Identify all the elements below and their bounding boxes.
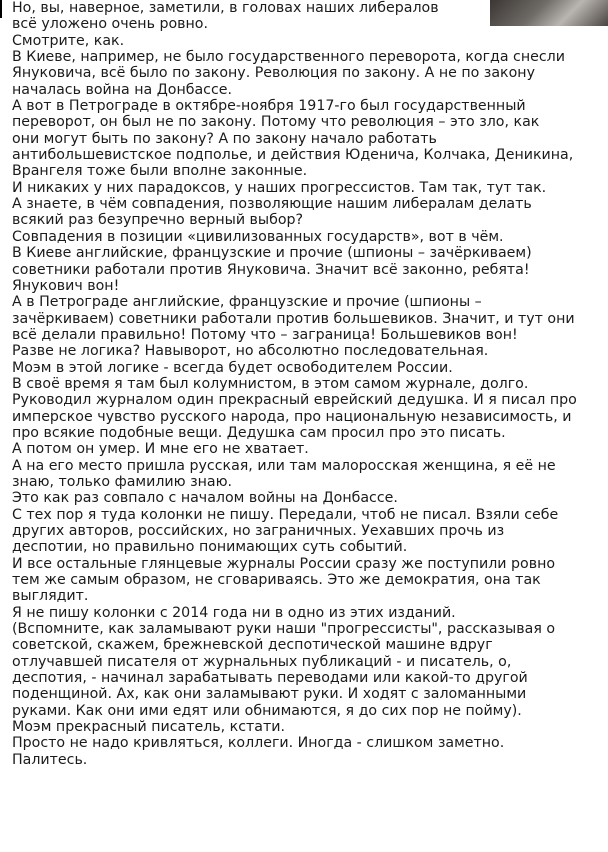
article-line: руками. Как они ими едят или обнимаются, я до сих пор не пойму). (12, 702, 522, 719)
article-line: А в Петрограде английские, французские и прочие (шпионы – (12, 294, 482, 311)
article-line: антибольшевистское подполье, и действия Юденича, Колчака, Деникина, (12, 147, 574, 164)
article-line: началась война на Донбассе. (12, 81, 233, 98)
article-line: знаю, только фамилию знаю. (12, 473, 233, 490)
article-line: советской, скажем, брежневской деспотической машине вдруг (12, 637, 493, 654)
article-line: Смотрите, как. (12, 32, 125, 49)
article-line: советники работали против Януковича. Значит всё законно, ребята! (12, 261, 530, 278)
article-line: деспотия, - начинал зарабатывать переводами или какой-то другой (12, 670, 528, 687)
article-line: Но, вы, наверное, заметили, в головах наших либералов (12, 0, 439, 16)
article-line: всё делали правильно! Потому что – заграница! Большевиков вон! (12, 326, 518, 343)
article-line: С тех пор я туда колонки не пишу. Передали, чтоб не писал. Взяли себе (12, 506, 559, 523)
article-line: про всякие подобные вещи. Дедушка сам просил про это писать. (12, 424, 506, 441)
article-line: всё уложено очень ровно. (12, 16, 208, 33)
article-line: Руководил журналом один прекрасный еврейский дедушка. И я писал про (12, 392, 577, 409)
article-line: (Вспомните, как заламывают руки наши "прогрессисты", рассказывая о (12, 621, 556, 638)
article-line: отлучавшей писателя от журнальных публикаций - и писатель, о, (12, 653, 512, 670)
article-line: выглядит. (12, 588, 89, 605)
article-line: И никаких у них парадоксов, у наших прогрессистов. Там так, тут так. (12, 179, 547, 196)
article-line: В своё время я там был колумнистом, в этом самом журнале, долго. (12, 375, 529, 392)
article-line: они могут быть по закону? А по закону начало работать (12, 130, 437, 147)
article-line: Моэм прекрасный писатель, кстати. (12, 719, 285, 736)
article-line: переворот, он был не по закону. Потому что революция – это зло, как (12, 114, 540, 131)
article-line: поденщиной. Ах, как они заламывают руки. И ходят с заломанными (12, 686, 527, 703)
article-line: Моэм в этой логике - всегда будет освободителем России. (12, 359, 453, 376)
article-line: Это как раз совпало с началом войны на Донбассе. (12, 490, 398, 507)
article-line: деспотии, но правильно понимающих суть событий. (12, 539, 408, 556)
article-line: Я не пишу колонки с 2014 года ни в одно из этих изданий. (12, 604, 456, 621)
article-line: Янукович вон! (12, 277, 120, 294)
article-line: А потом он умер. И мне его не хватает. (12, 441, 309, 458)
article-line: имперское чувство русского народа, про национальную независимость, и (12, 408, 572, 425)
article-line: И все остальные глянцевые журналы России сразу же поступили ровно (12, 555, 556, 572)
article-text (12, 0, 608, 768)
article-line: Разве не логика? Навыворот, но абсолютно последовательная. (12, 343, 489, 360)
article-line: В Киеве английские, французские и прочие (шпионы – зачёркиваем) (12, 245, 532, 262)
article-line: А вот в Петрограде в октябре-ноября 1917-го был государственный (12, 98, 526, 115)
article-line: Палитесь. (12, 751, 88, 768)
article-line: Врангеля тоже были вполне законные. (12, 163, 308, 180)
article-line: зачёркиваем) советники работали против большевиков. Значит, и тут они (12, 310, 575, 327)
article-line: А знаете, в чём совпадения, позволяющие нашим либералам делать (12, 196, 532, 213)
article-line: Януковича, всё было по закону. Революция по закону. А не по закону (12, 65, 535, 82)
article-line: А на его место пришла русская, или там малоросская женщина, я её не (12, 457, 556, 474)
article-line: Просто не надо кривляться, коллеги. Иногда - слишком заметно. (12, 735, 505, 752)
article-line: тем же самым образом, не сговариваясь. Это же демократия, она так (12, 572, 541, 589)
article-line: других авторов, российских, но заграничных. Уехавших прочь из (12, 523, 505, 539)
article-line: В Киеве, например, не было государственного переворота, когда снесли (12, 49, 565, 66)
article-line: Совпадения в позиции «цивилизованных государств», вот в чём. (12, 228, 504, 245)
left-edge-marker (0, 0, 2, 18)
article-line: всякий раз безупречно верный выбор? (12, 212, 304, 229)
